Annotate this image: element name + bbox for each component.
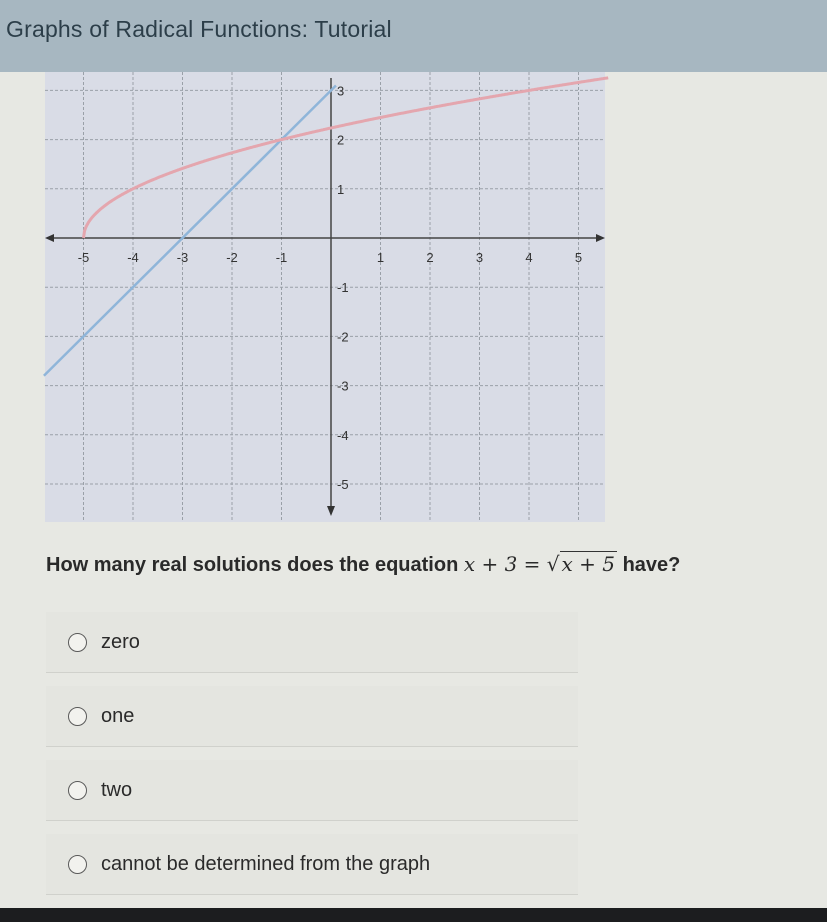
x-tick-label: -4 — [127, 250, 139, 265]
radio-button[interactable] — [68, 633, 87, 652]
y-tick-label: 2 — [337, 132, 345, 148]
x-tick-label: 1 — [376, 250, 385, 265]
question-suffix: have? — [617, 554, 681, 576]
question-prefix: How many real solutions does the equation — [46, 554, 464, 576]
option-label: one — [101, 704, 135, 727]
y-tick-label: -4 — [337, 427, 349, 443]
option-two[interactable] — [46, 760, 578, 821]
option-label: cannot be determined from the graph — [101, 852, 431, 875]
x-tick-label: -2 — [226, 250, 238, 265]
question-text — [46, 552, 826, 577]
y-tick-label: -3 — [337, 378, 349, 394]
y-tick-label: -2 — [337, 329, 349, 345]
graph — [0, 72, 610, 522]
option-one[interactable] — [46, 686, 578, 747]
equation-lhs: x + 3 = — [463, 552, 547, 576]
sqrt-argument: x + 5 — [561, 552, 616, 576]
y-tick-label: 1 — [337, 181, 345, 197]
x-tick-label: 4 — [525, 250, 533, 265]
x-tick-label: 3 — [475, 250, 484, 265]
option-zero[interactable] — [46, 612, 578, 673]
bottom-bar — [0, 908, 827, 922]
page-title: Graphs of Radical Functions: Tutorial — [6, 16, 392, 42]
radio-button[interactable] — [68, 855, 87, 874]
x-tick-label: -3 — [176, 250, 189, 265]
x-tick-label: 5 — [574, 250, 583, 265]
radio-button[interactable] — [68, 781, 87, 800]
y-tick-label: -5 — [337, 477, 349, 492]
x-tick-label: -1 — [275, 250, 288, 265]
radio-button[interactable] — [68, 707, 87, 726]
answer-options — [46, 612, 578, 908]
option-cannot-determine[interactable] — [46, 834, 578, 895]
option-label: zero — [101, 630, 140, 653]
x-tick-label: 2 — [426, 250, 434, 265]
option-label: two — [101, 778, 133, 801]
y-tick-label: 3 — [337, 83, 345, 99]
y-tick-label: -1 — [337, 280, 349, 296]
header-bar — [0, 0, 827, 72]
sqrt-symbol: √ — [546, 552, 560, 576]
x-tick-label: -5 — [77, 250, 90, 265]
